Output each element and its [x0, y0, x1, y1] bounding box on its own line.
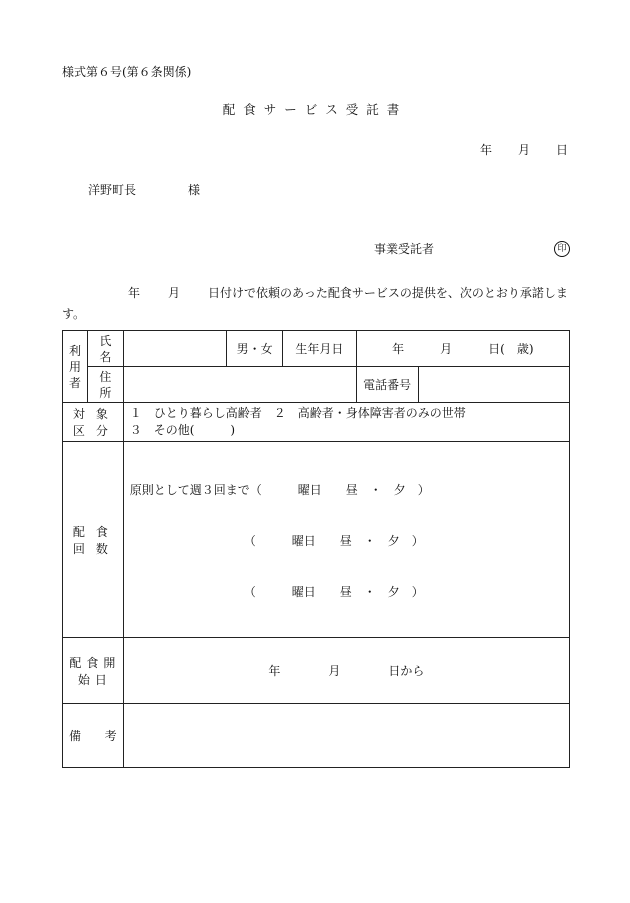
form-number: 様式第６号(第６条関係)	[62, 65, 192, 79]
target-label: 対象区分	[63, 403, 124, 442]
seal-mark: 印	[554, 241, 570, 257]
body-month: 月	[168, 286, 181, 300]
service-form-table	[62, 330, 570, 768]
name-label: 氏名	[87, 331, 123, 367]
body-text: 日付けで依頼のあった配食サービスの提供を、次のとおり承諾します。	[62, 286, 568, 321]
addressee	[88, 184, 200, 196]
start-date-label: 配食開始日	[63, 638, 124, 704]
addressee-name: 洋野町長	[88, 183, 137, 197]
target-option-line-2: ３ その他( )	[129, 423, 236, 437]
phone-field[interactable]	[418, 367, 569, 403]
date-year: 年	[479, 143, 492, 157]
remarks-label-left: 備	[69, 729, 82, 743]
date-line	[480, 144, 568, 156]
birth-field[interactable]: 年 月 日( 歳)	[356, 331, 569, 367]
body-year: 年	[128, 286, 141, 300]
remarks-label	[63, 704, 124, 768]
frequency-field[interactable]	[123, 442, 569, 638]
birth-label: 生年月日	[283, 331, 357, 367]
gender-options[interactable]: 男・女	[227, 331, 283, 367]
frequency-line-3: （ 曜日 昼 ・ 夕 ）	[129, 585, 424, 599]
phone-label: 電話番号	[356, 367, 418, 403]
start-date-field[interactable]: 年 月 日から	[123, 638, 569, 704]
document-title: 配食サービス受託書	[222, 102, 408, 117]
frequency-line-1: 原則として週３回まで（ 曜日 昼 ・ 夕 ）	[129, 483, 430, 497]
addressee-honorific: 様	[188, 183, 201, 197]
user-label: 利用者	[63, 331, 88, 403]
target-options[interactable]	[123, 403, 569, 442]
date-month: 月	[517, 143, 530, 157]
remarks-label-right: 考	[104, 729, 117, 743]
address-label: 住所	[87, 367, 123, 403]
name-field[interactable]	[123, 331, 227, 367]
contractor-label: 事業受託者	[374, 242, 435, 256]
target-option-line-1: １ ひとり暮らし高齢者 ２ 高齢者・身体障害者のみの世帯	[129, 406, 466, 420]
address-field[interactable]	[123, 367, 356, 403]
frequency-line-2: （ 曜日 昼 ・ 夕 ）	[129, 534, 424, 548]
date-day: 日	[555, 143, 568, 157]
remarks-field[interactable]	[123, 704, 569, 768]
body-paragraph	[62, 283, 582, 325]
frequency-label: 配食回数	[63, 442, 124, 638]
